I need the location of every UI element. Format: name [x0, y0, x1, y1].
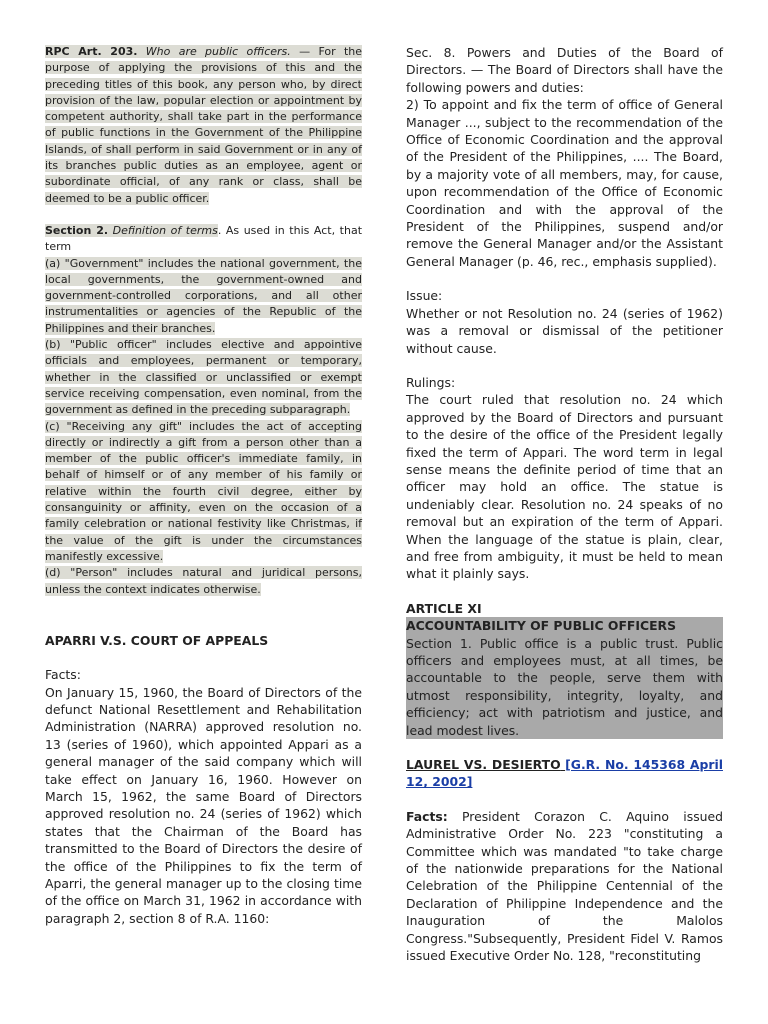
laurel-title: LAUREL VS. DESIERTO — [406, 757, 561, 773]
rulings-label: Rulings: — [406, 374, 456, 390]
issue-text: Whether or not Resolution no. 24 (series of 1962) was a removal or dismissal of the petitioner without cause. — [406, 305, 723, 356]
issue-label: Issue: — [406, 288, 443, 304]
section-2-item-d: (d) "Person" includes natural and juridical persons, unless the context indicates otherwise. — [45, 566, 362, 596]
section-2-item-a: (a) "Government" includes the national government, the local governments, the government-owned and government-controlled corporations, and all other instrumentalities or agencies of the Republic of the Philippines and their branches. — [45, 256, 362, 335]
section-2-item-c: (c) "Receiving any gift" includes the act of accepting directly or indirectly a gift from a person other than a member of the public officer's immediate family, in behalf of himself or of any member of his family or relative within the fourth civil degree, either by consanguinity or affinity, even on the occasion of a family celebration or national festivity like Christmas, if the value of the gift is under the circumstances manifestly excessive. — [45, 419, 362, 563]
laurel-facts-paragraph — [406, 808, 723, 965]
rpc-title: Who are public officers. — [145, 45, 291, 58]
aparri-facts-text: On January 15, 1960, the Board of Directors of the defunct National Resettlement and Rehabilitation Administration (NARRA) approved resolution no. 13 (series of 1960), which appointed Appari as a general manager of the said company which will take effect on January 16, 1960. However on March 15, 1962, the same Board of Directors approved resolution no. 24 (series of 1962) which states that the Chairman of the Board has transmitted to the Board of Directors the desire of the office of the Philippines to fix the term of Aparri, the general manager up to the closing time of the office on March 31, 1962 in accordance with paragraph 2, section 8 of R.A. 1160: — [45, 684, 362, 926]
laurel-facts-text: President Corazon C. Aquino issued Administrative Order No. 223 "constituting a Committee which was mandated "to take charge of the nationwide preparations for the National Celebration of the Philippine Centennial of the Declaration of Philippine Independence and the Inauguration of the Malolos Congress."Subsequently, President Fidel V. Ramos issued Executive Order No. 128, "reconstituting — [406, 808, 723, 964]
right-column — [406, 44, 723, 965]
article-xi-heading: ARTICLE XI — [406, 600, 482, 616]
gr-citation-link[interactable]: [G.R. No. 145368 April 12, 2002] — [406, 757, 723, 790]
aparri-facts-label: Facts: — [45, 667, 81, 683]
sec-8-item-2: 2) To appoint and fix the term of office of General Manager ..., subject to the recommendation of the Office of Economic Coordination and the approval of the President of the Philippines, .... The Board, by a majority vote of all members, may, for cause, upon recommendation of the Office of Economic Coordination and with the approval of the President of the Philippines, suspend and/or remove the General Manager and/or the Assistant General Manager (p. 46, rec., emphasis supplied). — [406, 97, 723, 269]
rpc-art-203-paragraph — [45, 44, 362, 207]
section-2-text: . As used in this Act, that term — [45, 223, 363, 254]
section-2-label: Section 2. — [45, 223, 109, 237]
laurel-case-heading — [406, 756, 723, 791]
section-2-title: Definition of terms — [112, 223, 218, 237]
rpc-label: RPC Art. 203. — [45, 45, 138, 58]
article-xi-highlight — [406, 617, 723, 739]
rpc-text: — For the purpose of applying the provisions of this and the preceding titles of this book, any person who, by direct provision of the law, popular election or appointment by competent authority, shall take part in the performance of public functions in the Government of the Philippine Islands, of shall perform in said Government or in any of its branches public duties as an employee, agent or subordinate official, of any rank or class, shall be deemed to be a public officer. — [45, 45, 363, 205]
section-2-heading — [45, 223, 362, 256]
laurel-facts-label: Facts: — [406, 808, 448, 824]
section-1-text: Section 1. Public office is a public trust. Public officers and employees must, at all times, be accountable to the people, serve them with utmost responsibility, integrity, loyalty, and efficiency; act with patriotism and justice, and lead modest lives. — [406, 635, 723, 738]
rulings-text: The court ruled that resolution no. 24 which approved by the Board of Directors and pursuant to the desire of the office of the President legally fixed the term of Appari. The word term in legal sense means the definite period of time that an officer may hold an office. The statue is undeniably clear. Resolution no. 24 speaks of no removal but an expiration of the term of Appari. When the language of the statue is plain, clear, and free from ambiguity, it must be held to mean what it plainly says. — [406, 392, 723, 582]
accountability-heading: ACCOUNTABILITY OF PUBLIC OFFICERS — [406, 618, 677, 634]
left-column — [45, 44, 362, 927]
aparri-case-title: APARRI V.S. COURT OF APPEALS — [45, 632, 269, 648]
section-2-item-b: (b) "Public officer" includes elective and appointive officials and employees, permanent or temporary, whether in the classified or unclassified or exempt service receiving compensation, even nominal, from the government as defined in the preceding subparagraph. — [45, 338, 362, 417]
sec-8-paragraph: Sec. 8. Powers and Duties of the Board of Directors. — The Board of Directors shall have the following powers and duties: — [406, 45, 723, 95]
